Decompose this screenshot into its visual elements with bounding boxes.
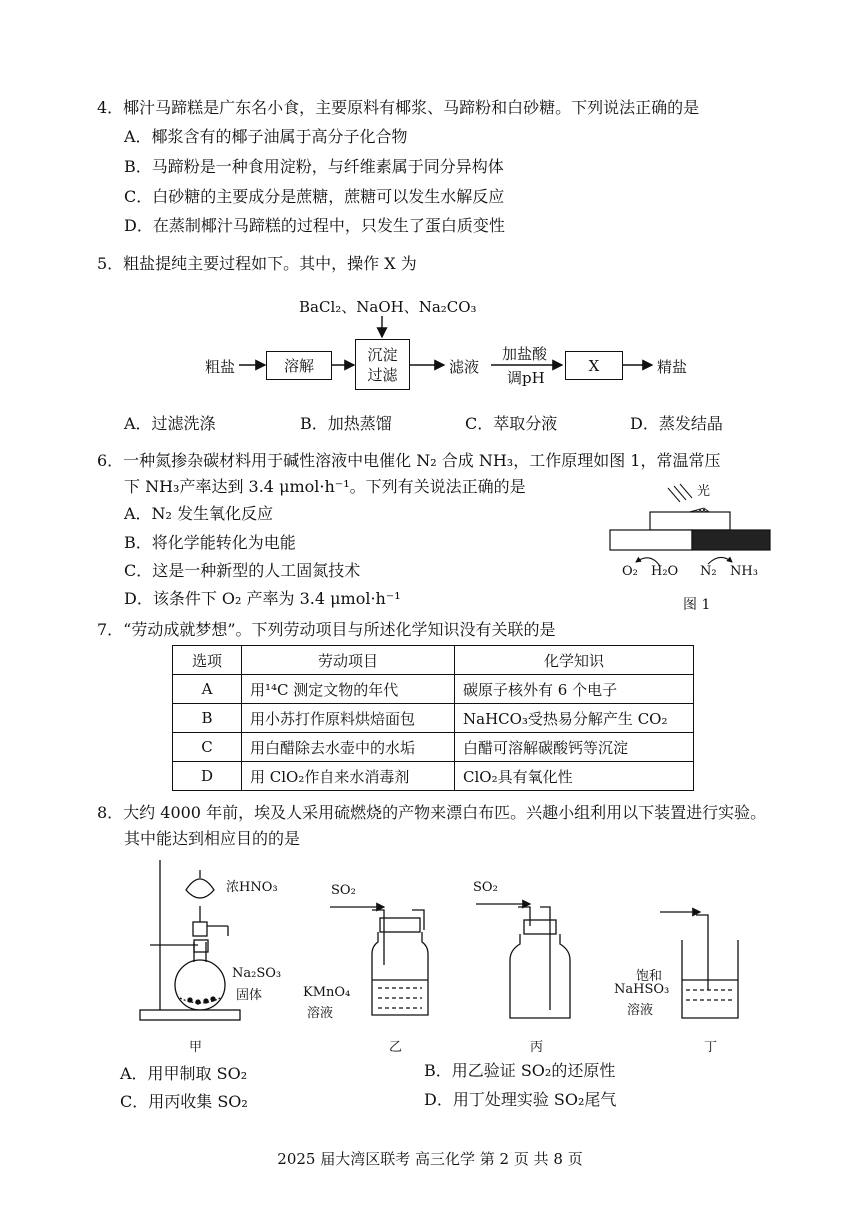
ding-label-solution: 溶液: [627, 1003, 654, 1018]
table-cell-labor: 用小苏打作原料烘焙面包: [242, 704, 455, 733]
species-nh3: NH₃: [730, 564, 758, 579]
table-cell-labor: 用 ClO₂作自来水消毒剂: [242, 762, 455, 791]
yi-caption: 乙: [389, 1040, 403, 1055]
q5-option-c[interactable]: C．萃取分液: [465, 414, 558, 433]
table-header-knowledge: 化学知识: [455, 646, 694, 675]
table-row[interactable]: [173, 675, 694, 704]
bing-gas-label: SO₂: [473, 880, 498, 895]
flow-box-dissolve-label: 溶解: [283, 356, 314, 375]
table-cell-option: C: [173, 733, 242, 762]
q4-option-d[interactable]: D．在蒸制椰汁马蹄糕的过程中，只发生了蛋白质变性: [124, 216, 505, 235]
q8-stem-line1: 8．大约 4000 年前，埃及人采用硫燃烧的产物来漂白布匹。兴趣小组利用以下装置进行实验。: [97, 803, 767, 822]
table-cell-knowledge: 碳原子核外有 6 个电子: [455, 675, 694, 704]
table-row[interactable]: [173, 704, 694, 733]
table-cell-knowledge: NaHCO₃受热易分解产生 CO₂: [455, 704, 694, 733]
species-o2: O₂: [622, 564, 638, 579]
jia-caption: 甲: [189, 1040, 203, 1055]
electrode-diagram: [600, 478, 780, 578]
flow-box-x-label: X: [588, 356, 600, 375]
light-label: 光: [697, 484, 711, 499]
q6-stem-line1: 6．一种氮掺杂碳材料用于碱性溶液中电催化 N₂ 合成 NH₃，工作原理如图 1，常温常压: [97, 451, 721, 470]
flow-box-dissolve: [266, 351, 332, 380]
q6-option-b[interactable]: B．将化学能转化为电能: [124, 533, 296, 552]
ding-label-saturated: 饱和: [636, 969, 663, 984]
page-footer: 2025 届大湾区联考 高三化学 第 2 页 共 8 页: [277, 1150, 583, 1168]
q8-option-d[interactable]: D．用丁处理实验 SO₂尾气: [424, 1090, 617, 1109]
table-cell-option: D: [173, 762, 242, 791]
table-header-option: 选项: [173, 646, 242, 675]
q4-stem: 4．椰汁马蹄糕是广东名小食，主要原料有椰浆、马蹄粉和白砂糖。下列说法正确的是: [97, 98, 700, 117]
q6-stem-line2: 下 NH₃产率达到 3.4 μmol·h⁻¹。下列有关说法正确的是: [124, 477, 526, 496]
jia-label-hno3: 浓HNO₃: [226, 880, 278, 895]
flow-end: 精盐: [657, 358, 688, 376]
yi-gas-label: SO₂: [331, 883, 356, 898]
q5-option-b[interactable]: B．加热蒸馏: [300, 414, 392, 433]
flow-start: 粗盐: [205, 358, 236, 376]
flow-box-precipitate: [355, 339, 410, 390]
ding-caption: 丁: [704, 1040, 718, 1055]
q5-stem: 5．粗盐提纯主要过程如下。其中，操作 X 为: [97, 254, 417, 273]
yi-label-solution: 溶液: [307, 1006, 334, 1021]
flow-filtrate: 滤液: [449, 358, 480, 376]
species-h2o: H₂O: [651, 564, 679, 579]
apparatus-bing: [476, 904, 570, 1018]
q7-table: [172, 645, 694, 791]
jia-label-solid: 固体: [236, 988, 263, 1003]
table-row[interactable]: [173, 762, 694, 791]
q4-option-b[interactable]: B．马蹄粉是一种食用淀粉，与纤维素属于同分异构体: [124, 157, 504, 176]
q6-option-c[interactable]: C．这是一种新型的人工固氮技术: [124, 561, 361, 580]
table-cell-option: A: [173, 675, 242, 704]
q4-option-c[interactable]: C．白砂糖的主要成分是蔗糖，蔗糖可以发生水解反应: [124, 187, 505, 206]
table-cell-labor: 用¹⁴C 测定文物的年代: [242, 675, 455, 704]
table-header-row: [173, 646, 694, 675]
flow-box-precipitate-line2: 过滤: [367, 365, 398, 384]
q7-stem: 7．“劳动成就梦想”。下列劳动项目与所述化学知识没有关联的是: [97, 620, 556, 639]
table-cell-knowledge: 白醋可溶解碳酸钙等沉淀: [455, 733, 694, 762]
q5-option-a[interactable]: A．过滤洗涤: [124, 414, 216, 433]
yi-label-kmno4: KMnO₄: [303, 985, 351, 1000]
q8-option-a[interactable]: A．用甲制取 SO₂: [120, 1064, 248, 1083]
flow-box-precipitate-line1: 沉淀: [367, 345, 398, 364]
apparatus-drawings: [0, 850, 860, 1050]
q4-option-a[interactable]: A．椰浆含有的椰子油属于高分子化合物: [124, 127, 408, 146]
q8-option-c[interactable]: C．用丙收集 SO₂: [120, 1092, 248, 1111]
table-header-labor: 劳动项目: [242, 646, 455, 675]
table-cell-knowledge: ClO₂具有氧化性: [455, 762, 694, 791]
ding-label-nahso3: NaHSO₃: [614, 982, 670, 997]
jia-label-na2so3: Na₂SO₃: [232, 966, 282, 981]
figure-caption: 图 1: [683, 597, 711, 613]
q8-option-b[interactable]: B．用乙验证 SO₂的还原性: [424, 1061, 616, 1080]
q5-option-d[interactable]: D．蒸发结晶: [630, 414, 723, 433]
flow-reagents: BaCl₂、NaOH、Na₂CO₃: [299, 298, 477, 316]
flow-arrow-top-label: 加盐酸: [502, 345, 548, 363]
table-row[interactable]: [173, 733, 694, 762]
table-cell-labor: 用白醋除去水壶中的水垢: [242, 733, 455, 762]
table-cell-option: B: [173, 704, 242, 733]
q6-option-d[interactable]: D．该条件下 O₂ 产率为 3.4 μmol·h⁻¹: [124, 589, 401, 608]
apparatus-jia: [140, 860, 240, 1020]
q8-stem-line2: 其中能达到相应目的的是: [124, 829, 301, 848]
bing-caption: 丙: [530, 1040, 544, 1055]
species-n2: N₂: [700, 564, 717, 579]
flow-arrows: [0, 0, 860, 420]
flow-arrow-bottom-label: 调pH: [507, 369, 545, 387]
flow-box-x: [565, 351, 623, 380]
apparatus-ding: [660, 912, 738, 1018]
q6-option-a[interactable]: A．N₂ 发生氧化反应: [124, 504, 274, 523]
